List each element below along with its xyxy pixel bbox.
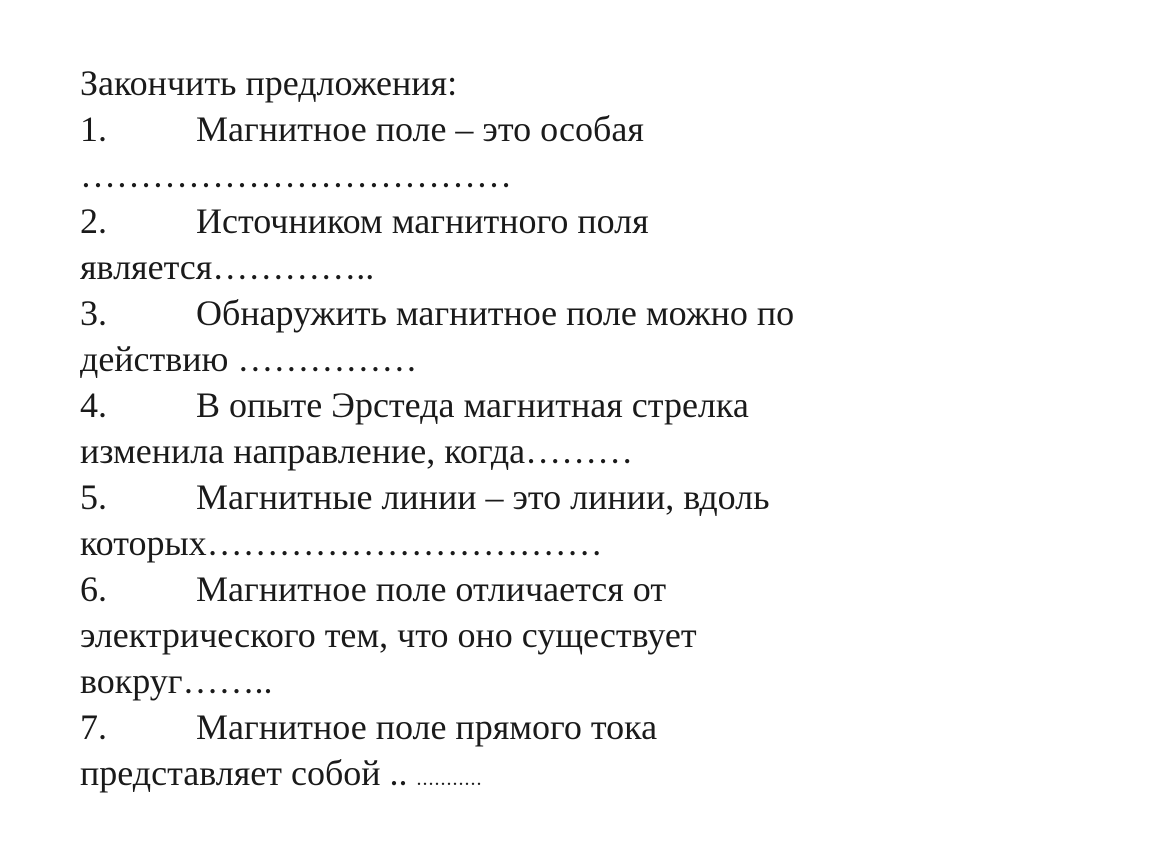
item-number: 6.: [80, 569, 107, 609]
item-text-continuation: действию ……………: [80, 339, 418, 379]
sentence-item-3: [80, 290, 1080, 382]
sentence-item-5: [80, 474, 1080, 566]
item-text-continuation-2: вокруг……..: [80, 661, 273, 701]
item-text-rest: представляет собой ..: [80, 753, 408, 793]
sentence-item-4: [80, 382, 1080, 474]
item-number: 3.: [80, 293, 107, 333]
item-text-start: Обнаружить магнитное поле можно по: [196, 293, 795, 333]
item-number: 5.: [80, 477, 107, 517]
sentence-item-2: [80, 198, 1080, 290]
item-text-start: Источником магнитного поля: [196, 201, 649, 241]
item-text-start: В опыте Эрстеда магнитная стрелка: [196, 385, 749, 425]
item-text-continuation: изменила направление, когда………: [80, 431, 634, 471]
item-text-continuation: которых……………………………: [80, 523, 603, 563]
answer-blank-dots: ...........: [416, 768, 483, 790]
item-text-continuation: электрического тем, что оно существует: [80, 615, 697, 655]
worksheet-title: Закончить предложения:: [80, 63, 458, 103]
item-number: 2.: [80, 201, 107, 241]
item-number: 4.: [80, 385, 107, 425]
worksheet: [80, 60, 1080, 802]
sentence-item-7: [80, 704, 1080, 802]
sentence-item-1: [80, 106, 1080, 198]
item-number: 1.: [80, 109, 107, 149]
item-text-continuation: [80, 750, 1080, 802]
item-text-start: Магнитные линии – это линии, вдоль: [196, 477, 770, 517]
item-number: 7.: [80, 707, 107, 747]
item-text-start: Магнитное поле прямого тока: [196, 707, 658, 747]
sentence-item-6: [80, 566, 1080, 704]
item-text-start: Магнитное поле – это особая: [196, 109, 644, 149]
item-text-continuation: является…………..: [80, 247, 375, 287]
item-text-continuation: ………………………………: [80, 155, 512, 195]
item-text-start: Магнитное поле отличается от: [196, 569, 667, 609]
